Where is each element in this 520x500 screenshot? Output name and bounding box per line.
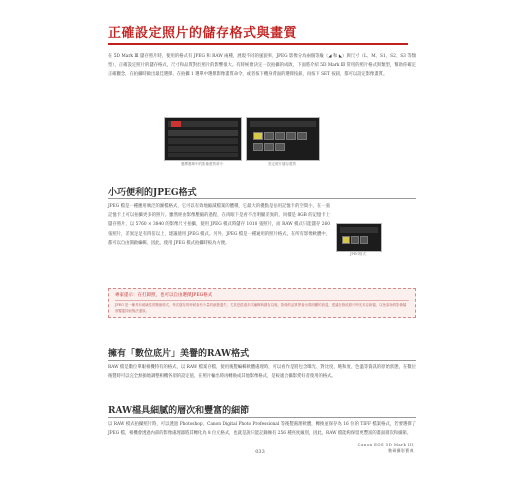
menu-row [168, 138, 238, 144]
quality-option [297, 132, 307, 140]
jpeg-screenshot-caption: JPEG格式 [349, 252, 367, 256]
intro-paragraph: 在 5D Mark Ⅲ 儲存照片時，使用的格式有 JPEG 和 RAW 兩種，展現不同的風貌率，JPEG 影像分為兩個等級（◢ 和 ◣）與尺寸（L、M、S1、S2、S3 等類型），正確設定照片的儲存格式，尺寸和品質對於照片的影響很大。有時候會決定一次拍攝的成敗，下面將介紹 5D Mark Ⅲ 常用的照片格式與類型，幫助你確定正確觀念，在拍攝時做出最佳選擇。在拍攝 1 選單中選擇影像畫質命令，或者按下機身背面的選擇按鈕，再按下 SET 按鈕，都可以設定影像畫質。 [108, 54, 416, 78]
page-number: 033 [255, 449, 265, 455]
expert-tip-box [108, 288, 416, 318]
quality-option [264, 143, 274, 151]
quality-option [275, 132, 285, 140]
menu-row [168, 153, 238, 157]
screenshot-caption-left: 選擇選單中的影像畫質命令 [181, 162, 223, 166]
active-tab-marker [171, 121, 181, 127]
jpeg-paragraph: JPEG 檔是一種應用廣泛的圖檔格式，它可以有效地縮減檔案的體積，它最大的優點是佔用記憶卡的空間小，在一張記憶卡上可以拍攝更多的照片。雖然經由影像壓縮的過程，在肉眼下是看不出明顯差異的，同樣是 8GB 的記憶卡上儲存照片，以 5760 × 3840 的影像尺寸拍攝，使用 JPEG 模式時儲存 1010 張照片，而 RAW 模式只能儲存 260 張照片，差異足足有四倍以上，建議使用 JPEG 模式。另外，JPEG 檔是一種通用的照片格式，在所有影像軟體中，都可以自由開啟編輯，因此，使用 JPEG 模式拍攝時較為方便。 [108, 204, 330, 246]
quality-option-selected [253, 132, 263, 140]
screenshot-caption-right: 設定照片儲存畫質 [268, 162, 296, 166]
section-divider [108, 417, 416, 418]
section-divider [108, 198, 416, 199]
quality-option [351, 236, 359, 244]
section-heading-jpeg: 小巧便利的JPEG格式 [108, 188, 197, 198]
quality-option [253, 143, 263, 151]
raw-detail-paragraph: 以 RAW 模式拍攝照片時，可以透過 Photoshop、Canon Digital Photo Professional 等後製處理軟體，轉換並保存為 16 位的 TIFF 檔案格式，若要選擇了 JPEG 檔，相機會透過內部的影像處理器將其轉化為 8 位元格式，也就是說只能記錄擁有 256 種亮度級別，因此，RAW 檔能夠保留更豐富的畫面層次和細節。 [108, 422, 416, 437]
camera-menu-screenshot [164, 117, 242, 161]
jpeg-format-screenshot [336, 223, 382, 252]
section-divider [108, 360, 416, 361]
quality-option [286, 132, 296, 140]
section-heading-raw: 擁有「數位底片」美譽的RAW格式 [108, 349, 250, 359]
quality-option [275, 143, 285, 151]
brand-line-1: Canon EOS 5D Mark III [357, 442, 414, 447]
quality-option-selected [342, 236, 350, 244]
book-brand [322, 442, 414, 453]
quality-option [264, 132, 274, 140]
raw-paragraph: RAW 檔是數位單眼相機特有的格式，以 RAW 檔案存檔，使用後製編輯軟體處理時，可以看作是將包含曝光、對比度、飽和度、色溫等資訊的原始狀態，在數位後製時可以完全無損地調整相機各項的設定值，在照片輸出時再轉換成其他影像格式，是較適合攝影愛好者使用的格式。 [108, 365, 416, 380]
brand-line-2: 數碼攝影寶典 [388, 447, 414, 453]
quality-option [360, 236, 368, 244]
menu-row [168, 130, 238, 136]
image-quality-screenshot [246, 117, 320, 161]
quality-header [250, 121, 316, 127]
page-title: 正確設定照片的儲存格式與畫質 [108, 26, 298, 41]
menu-row [168, 146, 238, 152]
title-divider [108, 43, 408, 45]
tip-title: 專家提示：在打卸照，也可以自由選擇JPEG格式 [115, 293, 213, 298]
tip-divider [115, 300, 409, 301]
tip-body: JPEG 是一種具有破壞性的壓縮格式，每次儲存的時候會有少量的細節遺失，尤其是經過多次編輯與儲存以後，影像的品質將會出現明顯的衰退，建議在修改照片時先另存新檔，以免原始的影像檔被覆蓋掉而無法還原。 [115, 303, 407, 313]
section-heading-raw-detail: RAW檔具細膩的層次和豐富的細節 [108, 406, 250, 416]
screen-header [340, 227, 378, 233]
